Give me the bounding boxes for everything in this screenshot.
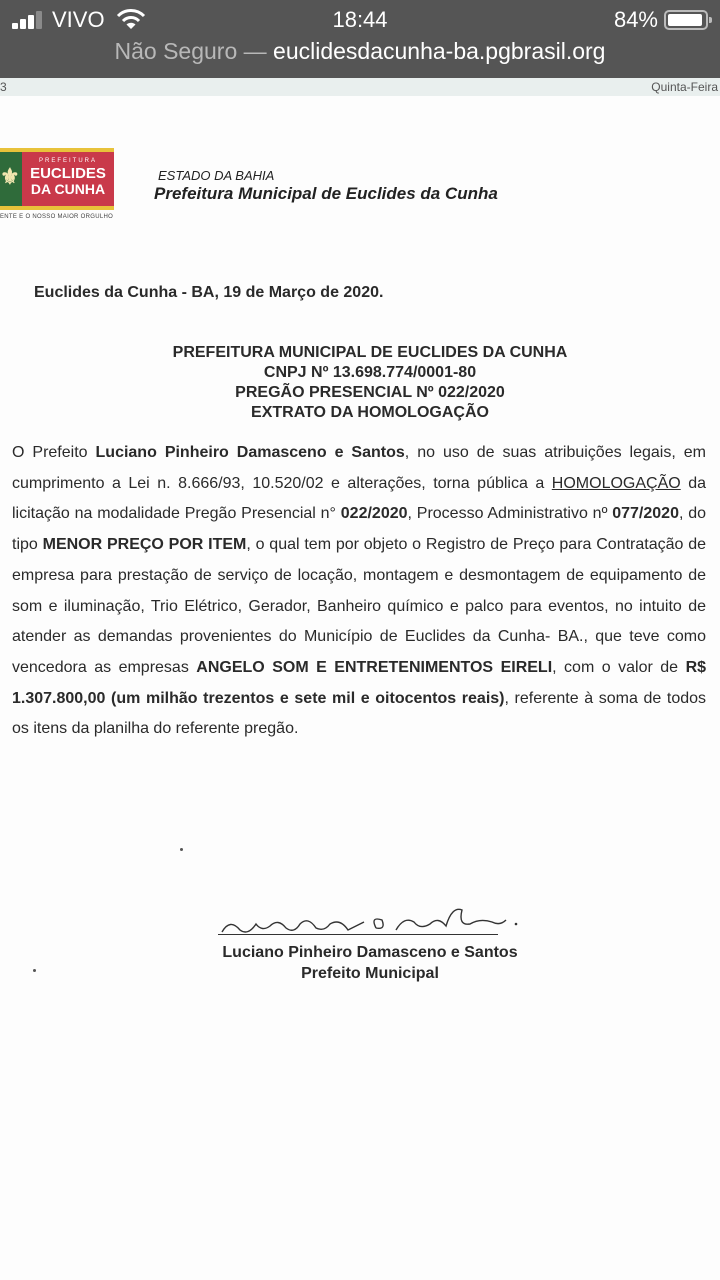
document-title-block (0, 343, 720, 423)
body-text: , do tipo (12, 505, 707, 554)
document-date: Euclides da Cunha - BA, 19 de Março de 2020. (34, 284, 384, 301)
scan-speck (33, 969, 36, 972)
logo-line-2: DA CUNHA (30, 181, 106, 197)
browser-top-bar (0, 0, 720, 78)
pregao-number: 022/2020 (340, 505, 408, 523)
battery-icon (664, 10, 708, 30)
logo-tagline: ENTE E O NOSSO MAIOR ORGULHO (0, 214, 114, 220)
municipality-logo (0, 148, 114, 210)
body-text: , Processo Administrativo nº (407, 505, 613, 523)
header-state: ESTADO DA BAHIA (158, 168, 275, 183)
url-bar[interactable] (0, 38, 720, 76)
document-page (0, 96, 720, 1280)
signatory-block (0, 942, 720, 984)
status-bar (0, 0, 720, 38)
body-text: O Prefeito (12, 444, 96, 461)
contract-value: R$ 1.307.800,00 (um milhão trezentos e sete mil e oitocentos reais) (12, 658, 707, 707)
url-domain: euclidesdacunha-ba.pgbrasil.org (273, 38, 606, 64)
security-label: Não Seguro — (114, 38, 267, 64)
title-line: CNPJ Nº 13.698.774/0001-80 (263, 364, 477, 381)
mayor-name: Luciano Pinheiro Damasceno e Santos (95, 444, 405, 461)
signature-image (200, 896, 540, 946)
emblem-icon: ⚜ (0, 164, 20, 189)
body-text: , o qual tem por objeto o Registro de Preço para Contratação de empresa para prestação de serviço de locação, montagem e desmontagem de equipamento de som e iluminação, Trio Elétrico, Gerador, Banheiro químico e palco para eventos, no intuito de atender as demandas provenientes do Município de Euclides da Cunha- BA., que teve como vencedora as empresas (12, 536, 706, 676)
document-body (12, 438, 706, 745)
scan-speck (180, 848, 183, 851)
logo-small-text: PREFEITURA (38, 158, 97, 164)
body-text: , referente à soma de todos os itens da planilha do referente pregão. (12, 689, 707, 738)
signature-scribble (200, 896, 540, 946)
title-line: EXTRATO DA HOMOLOGAÇÃO (251, 404, 489, 421)
signature-line (218, 934, 498, 935)
body-text: , com o valor de (552, 658, 686, 676)
logo-emblem-panel (0, 152, 22, 206)
body-text: , no uso de suas atribuições legais, em cumprimento a Lei n. 8.666/93, 10.520/02 e alterações, torna pública a (12, 444, 707, 492)
body-text: da licitação na modalidade Pregão Presencial n° (12, 474, 707, 523)
battery-percent: 84% (613, 7, 658, 32)
winning-company: ANGELO SOM E ENTRETENIMENTOS EIRELI (196, 658, 553, 676)
clock: 18:44 (332, 7, 388, 32)
site-strip-left: 3 (0, 80, 7, 94)
title-line: PREGÃO PRESENCIAL Nº 022/2020 (235, 384, 505, 401)
title-line: PREFEITURA MUNICIPAL DE EUCLIDES DA CUNHA (172, 344, 568, 361)
logo-text-panel (22, 152, 114, 206)
site-header-strip (0, 78, 720, 96)
logo-line-1: EUCLIDES (30, 165, 106, 182)
header-prefecture: Prefeitura Municipal de Euclides da Cunha (154, 184, 498, 203)
site-strip-weekday: Quinta-Feira (651, 80, 718, 94)
processo-number: 077/2020 (612, 505, 679, 523)
carrier-name: VIVO (52, 7, 105, 32)
signatory-role: Prefeito Municipal (301, 965, 439, 982)
signatory-name: Luciano Pinheiro Damasceno e Santos (222, 944, 518, 961)
homologacao-term: HOMOLOGAÇÃO (551, 474, 681, 492)
licitacao-type: MENOR PREÇO POR ITEM (42, 536, 247, 554)
